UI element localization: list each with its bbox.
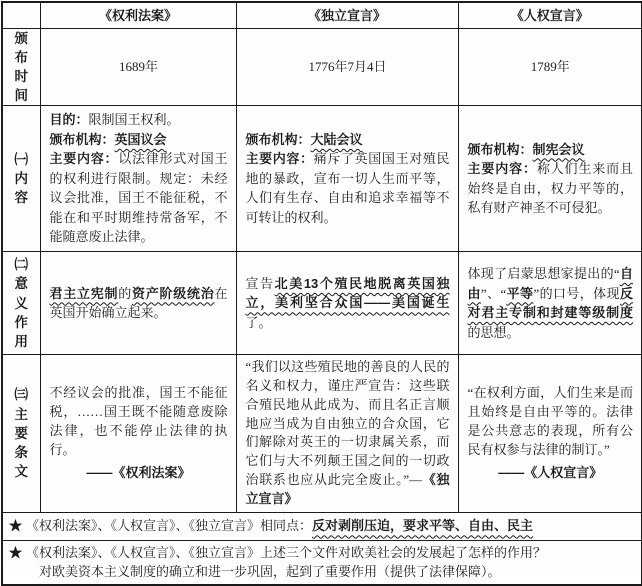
main-content-text: 称人们生来而且始终是自由，权力平等的，私有财产神圣不可侵犯。 — [467, 161, 633, 216]
quote-text: 不经议会的批准，国王不能征税，……国王既不能随意废除法律，也不能停止法律的执行。 — [49, 385, 228, 457]
plain-text: 的思想。 — [467, 324, 520, 340]
quote-mark: ” — [533, 285, 540, 301]
question-answer-note — [2, 540, 642, 585]
time-declaration: 1776年7月4日 — [236, 28, 458, 106]
similarities-note — [2, 512, 642, 540]
promulgation-time-row — [2, 28, 642, 106]
time-bill: 1689年 — [40, 28, 236, 106]
star-icon: ★ — [9, 544, 23, 560]
question-answer-row — [2, 540, 642, 585]
similarities-emphasis: 反对剥削压迫，要求平等、自由、民主 — [312, 518, 534, 534]
significance-bill — [40, 252, 236, 355]
time-rights: 1789年 — [458, 28, 642, 106]
header-row — [2, 2, 642, 28]
emphasis-text: 资产阶级统治 — [131, 285, 215, 301]
emphasis-text: 北美13个殖民地脱离英国独立，美利坚合众国——美国诞生 — [245, 275, 450, 311]
main-content-text: 以法律形式对国王的权利进行限制。规定：未经议会批准，国王不能征税，不能在和平时期维持常备军，不能随意废止法律。 — [49, 151, 228, 245]
content-row — [2, 106, 642, 252]
main-content-label: 主要内容： — [245, 151, 314, 167]
row-label-content-text: ㈠内容 — [14, 151, 28, 206]
main-content-label: 主要内容： — [467, 161, 537, 177]
answer-text: 对欧美资本主义制度的确立和进一步巩固，起到了重要作用（提供了法律保障）。 — [39, 564, 501, 579]
row-label-time — [2, 28, 40, 106]
articles-bill — [40, 355, 236, 512]
plain-text: 在英国开始确立起来。 — [49, 285, 228, 321]
significance-rights — [458, 252, 642, 355]
content-rights — [458, 106, 642, 252]
quote-mark: “ — [613, 266, 620, 282]
source-attribution: ——《人权宣言》 — [498, 464, 603, 480]
star-icon: ★ — [9, 518, 23, 534]
header-declaration-of-independence: 《独立宣言》 — [236, 2, 458, 28]
main-content-text: 痛斥了英国国王对殖民地的暴政，宣布一切人生而平等，人们有生存、自由和追求幸福等不可转让的权利。 — [245, 151, 450, 225]
articles-rights — [458, 355, 642, 512]
significance-row — [2, 252, 642, 355]
emphasis-text: 自由 — [467, 266, 633, 301]
comparison-table — [1, 1, 642, 586]
similarities-note-row — [2, 512, 642, 540]
purpose-label: 目的： — [49, 112, 89, 128]
agency-name: 英国议会 — [114, 131, 167, 147]
row-label-significance-text: ㈡意义作用 — [14, 257, 28, 349]
row-label-significance — [2, 252, 40, 355]
emphasis-text: 反对君主专制和封建等级制度 — [467, 285, 633, 321]
row-label-articles — [2, 355, 40, 512]
emphasis-text: 君主立宪制 — [49, 285, 119, 301]
plain-text: 宣告 — [245, 275, 275, 291]
purpose-text: 限制国王权利。 — [88, 112, 180, 128]
content-declaration — [236, 106, 458, 252]
plain-text: 的 — [118, 285, 132, 301]
row-label-articles-text: ㈢主要条文 — [14, 387, 28, 480]
main-content-label: 主要内容： — [49, 151, 119, 167]
agency-label: 颁布机构： — [49, 131, 115, 147]
corner-cell — [2, 2, 40, 28]
header-bill-of-rights: 《权利法案》 — [40, 2, 236, 28]
agency-name: 制宪会议 — [532, 141, 585, 157]
quote-text: “我们以这些殖民地的善良的人民的名义和权力，谨庄严宣告：这些联合殖民地从此成为、而且名正言顺地应当成为自由独立的合众国，它们解除对英王的一切隶属关系，而它们与大不列颠王国之间的一切政治联系也应从此完全废止。”— — [245, 359, 450, 487]
question-text: 《权利法案》、《人权宣言》、《独立宣言》上述三个文件对欧美社会的发展起了怎样的作用？ — [26, 544, 547, 560]
similarities-lead: 《权利法案》、《人权宣言》、《独立宣言》相同点： — [26, 518, 313, 534]
plain-text: 了。 — [245, 314, 272, 330]
articles-declaration — [236, 355, 458, 512]
quote-mark: ”、“ — [480, 285, 507, 301]
agency-label: 颁布机构： — [245, 131, 311, 147]
agency-name: 大陆会议 — [310, 131, 363, 147]
significance-declaration — [236, 252, 458, 355]
source-attribution: 《独立宣言》 — [245, 471, 450, 506]
question-line — [9, 543, 635, 563]
plain-text: 的口号，体现 — [539, 285, 620, 301]
row-label-content — [2, 106, 40, 252]
source-attribution: ——《权利法案》 — [86, 464, 191, 480]
agency-label: 颁布机构： — [467, 141, 533, 157]
plain-text: 体现了启蒙思想家提出的 — [467, 266, 614, 282]
row-label-time-text: 颁布时间 — [14, 30, 28, 103]
quote-text: “在权利方面，人们生来是而且始终是自由平等的。法律是公共意志的表现，所有公民有权参与法律的制订。” — [467, 385, 633, 457]
header-declaration-of-human-rights: 《人权宣言》 — [458, 2, 642, 28]
main-articles-row — [2, 355, 642, 512]
emphasis-text: 平等 — [506, 285, 534, 301]
content-bill — [40, 106, 236, 252]
